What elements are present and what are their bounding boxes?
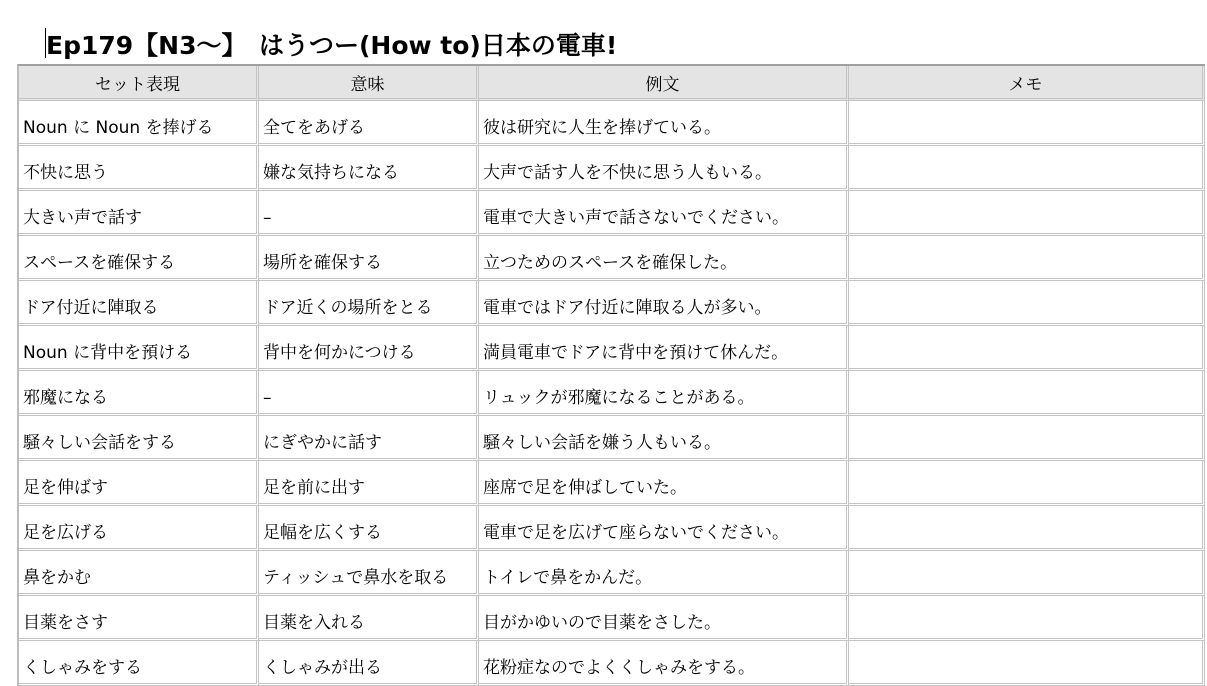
table-row [19, 641, 1205, 686]
memo-cell[interactable] [849, 281, 1205, 326]
memo-cell[interactable] [849, 146, 1205, 191]
meaning-cell[interactable]: 足幅を広くする [259, 506, 479, 551]
memo-cell[interactable] [849, 326, 1205, 371]
expression-table [17, 64, 1205, 686]
example-cell[interactable]: 彼は研究に人生を捧げている。 [479, 101, 849, 146]
example-cell[interactable]: 電車ではドア付近に陣取る人が多い。 [479, 281, 849, 326]
meaning-cell[interactable]: 目薬を入れる [259, 596, 479, 641]
example-cell[interactable]: 満員電車でドアに背中を預けて休んだ。 [479, 326, 849, 371]
memo-cell[interactable] [849, 101, 1205, 146]
example-cell[interactable]: リュックが邪魔になることがある。 [479, 371, 849, 416]
expression-cell[interactable]: 足を広げる [19, 506, 259, 551]
table-row [19, 326, 1205, 371]
header-example[interactable]: 例文 [479, 66, 849, 101]
expression-cell[interactable]: スペースを確保する [19, 236, 259, 281]
meaning-cell[interactable]: ドア近くの場所をとる [259, 281, 479, 326]
meaning-cell[interactable]: 全てをあげる [259, 101, 479, 146]
meaning-cell[interactable]: – [259, 371, 479, 416]
table-row [19, 236, 1205, 281]
table-row [19, 191, 1205, 236]
example-cell[interactable]: 座席で足を伸ばしていた。 [479, 461, 849, 506]
memo-cell[interactable] [849, 236, 1205, 281]
meaning-cell[interactable]: 嫌な気持ちになる [259, 146, 479, 191]
memo-cell[interactable] [849, 596, 1205, 641]
example-cell[interactable]: 花粉症なのでよくくしゃみをする。 [479, 641, 849, 686]
expression-cell[interactable]: 大きい声で話す [19, 191, 259, 236]
meaning-cell[interactable]: 背中を何かにつける [259, 326, 479, 371]
expression-table-container [17, 64, 1207, 686]
memo-cell[interactable] [849, 416, 1205, 461]
header-meaning[interactable]: 意味 [259, 66, 479, 101]
example-cell[interactable]: 立つためのスペースを確保した。 [479, 236, 849, 281]
memo-cell[interactable] [849, 191, 1205, 236]
table-row [19, 281, 1205, 326]
expression-cell[interactable]: 鼻をかむ [19, 551, 259, 596]
example-cell[interactable]: トイレで鼻をかんだ。 [479, 551, 849, 596]
header-memo[interactable]: メモ [849, 66, 1205, 101]
expression-cell[interactable]: Noun に Noun を捧げる [19, 101, 259, 146]
meaning-cell[interactable]: にぎやかに話す [259, 416, 479, 461]
expression-cell[interactable]: ドア付近に陣取る [19, 281, 259, 326]
memo-cell[interactable] [849, 506, 1205, 551]
memo-cell[interactable] [849, 461, 1205, 506]
table-row [19, 551, 1205, 596]
expression-cell[interactable]: Noun に背中を預ける [19, 326, 259, 371]
table-row [19, 416, 1205, 461]
memo-cell[interactable] [849, 551, 1205, 596]
memo-cell[interactable] [849, 371, 1205, 416]
table-row [19, 506, 1205, 551]
expression-cell[interactable]: 騒々しい会話をする [19, 416, 259, 461]
expression-cell[interactable]: 足を伸ばす [19, 461, 259, 506]
expression-cell[interactable]: 不快に思う [19, 146, 259, 191]
example-cell[interactable]: 目がかゆいので目薬をさした。 [479, 596, 849, 641]
table-row [19, 101, 1205, 146]
example-cell[interactable]: 大声で話す人を不快に思う人もいる。 [479, 146, 849, 191]
meaning-cell[interactable]: 足を前に出す [259, 461, 479, 506]
header-set-expression[interactable]: セット表現 [19, 66, 259, 101]
example-cell[interactable]: 電車で足を広げて座らないでください。 [479, 506, 849, 551]
table-row [19, 146, 1205, 191]
expression-cell[interactable]: 邪魔になる [19, 371, 259, 416]
document-title[interactable]: Ep179【N3～】 はうつー(How to)日本の電車! [46, 31, 618, 60]
table-header-row [19, 66, 1205, 101]
meaning-cell[interactable]: ティッシュで鼻水を取る [259, 551, 479, 596]
table-row [19, 371, 1205, 416]
meaning-cell[interactable]: – [259, 191, 479, 236]
example-cell[interactable]: 電車で大きい声で話さないでください。 [479, 191, 849, 236]
table-row [19, 461, 1205, 506]
expression-cell[interactable]: 目薬をさす [19, 596, 259, 641]
meaning-cell[interactable]: 場所を確保する [259, 236, 479, 281]
meaning-cell[interactable]: くしゃみが出る [259, 641, 479, 686]
memo-cell[interactable] [849, 641, 1205, 686]
table-row [19, 596, 1205, 641]
example-cell[interactable]: 騒々しい会話を嫌う人もいる。 [479, 416, 849, 461]
expression-cell[interactable]: くしゃみをする [19, 641, 259, 686]
